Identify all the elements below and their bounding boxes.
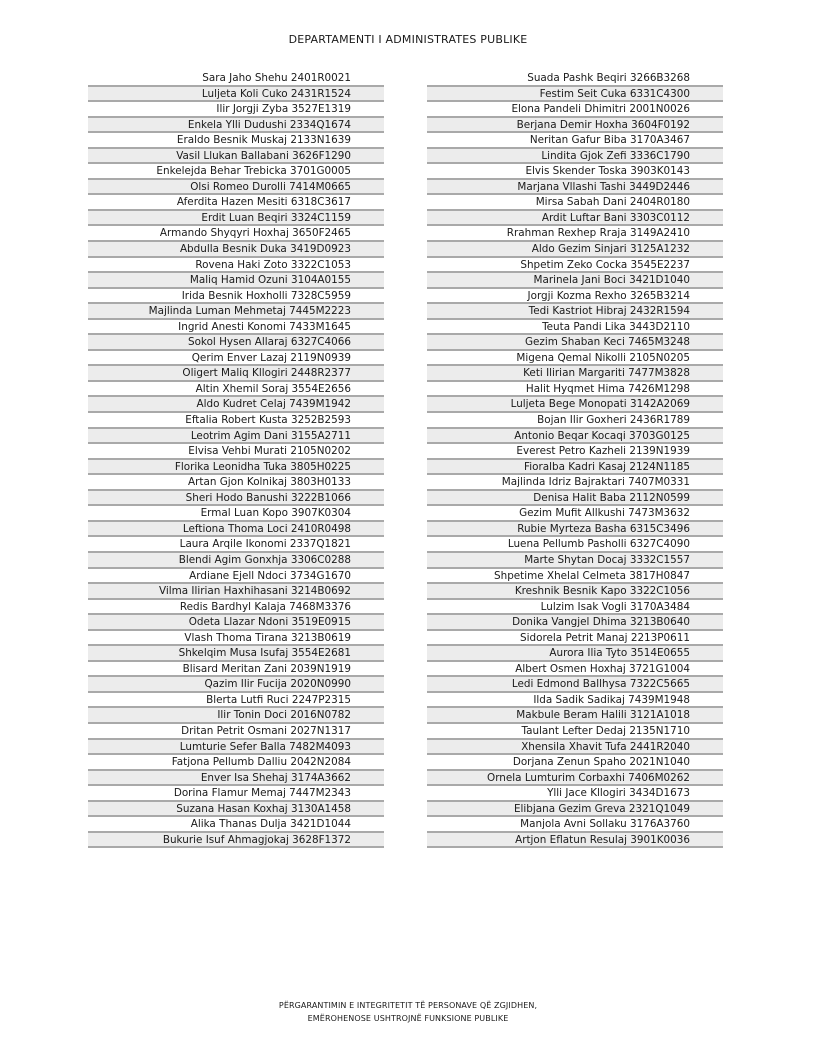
list-item: Mirsa Sabah Dani 2404R0180 (427, 195, 723, 211)
list-item: Enkela Ylli Dudushi 2334Q1674 (88, 118, 384, 134)
list-item: Dorjana Zenun Spaho 2021N1040 (427, 755, 723, 771)
list-item: Enver Isa Shehaj 3174A3662 (88, 771, 384, 787)
list-item: Ingrid Anesti Konomi 7433M1645 (88, 320, 384, 336)
list-item: Xhensila Xhavit Tufa 2441R2040 (427, 740, 723, 756)
list-item: Qerim Enver Lazaj 2119N0939 (88, 351, 384, 367)
list-item: Leftiona Thoma Loci 2410R0498 (88, 522, 384, 538)
list-item: Irida Besnik Hoxholli 7328C5959 (88, 289, 384, 305)
list-item: Marjana Vllashi Tashi 3449D2446 (427, 180, 723, 196)
list-item: Armando Shyqyri Hoxhaj 3650F2465 (88, 226, 384, 242)
list-item: Lindita Gjok Zefi 3336C1790 (427, 149, 723, 165)
list-item: Shpetime Xhelal Celmeta 3817H0847 (427, 569, 723, 585)
list-item: Jorgji Kozma Rexho 3265B3214 (427, 289, 723, 305)
list-item: Manjola Avni Sollaku 3176A3760 (427, 817, 723, 833)
list-item: Vlash Thoma Tirana 3213B0619 (88, 631, 384, 647)
list-item: Halit Hyqmet Hima 7426M1298 (427, 382, 723, 398)
list-item: Marinela Jani Boci 3421D1040 (427, 273, 723, 289)
list-item: Blisard Meritan Zani 2039N1919 (88, 662, 384, 678)
list-item: Berjana Demir Hoxha 3604F0192 (427, 118, 723, 134)
list-item: Donika Vangjel Dhima 3213B0640 (427, 615, 723, 631)
list-item: Vilma Ilirian Haxhihasani 3214B0692 (88, 584, 384, 600)
page-footer (0, 999, 816, 1025)
list-item: Enkelejda Behar Trebicka 3701G0005 (88, 164, 384, 180)
list-item: Elona Pandeli Dhimitri 2001N0026 (427, 102, 723, 118)
list-item: Ilir Tonin Doci 2016N0782 (88, 708, 384, 724)
list-item: Ilir Jorgji Zyba 3527E1319 (88, 102, 384, 118)
list-item: Majlinda Luman Mehmetaj 7445M2223 (88, 304, 384, 320)
list-item: Sara Jaho Shehu 2401R0021 (88, 71, 384, 87)
list-item: Aurora Ilia Tyto 3514E0655 (427, 646, 723, 662)
list-item: Rrahman Rexhep Rraja 3149A2410 (427, 226, 723, 242)
list-item: Festim Seit Cuka 6331C4300 (427, 87, 723, 103)
list-item: Bukurie Isuf Ahmagjokaj 3628F1372 (88, 833, 384, 849)
list-item: Albert Osmen Hoxhaj 3721G1004 (427, 662, 723, 678)
list-item: Olsi Romeo Durolli 7414M0665 (88, 180, 384, 196)
list-item: Everest Petro Kazheli 2139N1939 (427, 444, 723, 460)
list-item: Rovena Haki Zoto 3322C1053 (88, 258, 384, 274)
list-item: Vasil Llukan Ballabani 3626F1290 (88, 149, 384, 165)
right-name-list (427, 71, 723, 848)
list-item: Oligert Maliq Kllogiri 2448R2377 (88, 366, 384, 382)
list-item: Elvis Skender Toska 3903K0143 (427, 164, 723, 180)
list-item: Luljeta Koli Cuko 2431R1524 (88, 87, 384, 103)
list-item: Ledi Edmond Ballhysa 7322C5665 (427, 677, 723, 693)
list-item: Ermal Luan Kopo 3907K0304 (88, 506, 384, 522)
list-item: Suada Pashk Beqiri 3266B3268 (427, 71, 723, 87)
list-item: Gezim Mufit Allkushi 7473M3632 (427, 506, 723, 522)
list-item: Florika Leonidha Tuka 3805H0225 (88, 460, 384, 476)
list-item: Blendi Agim Gonxhja 3306C0288 (88, 553, 384, 569)
list-item: Ornela Lumturim Corbaxhi 7406M0262 (427, 771, 723, 787)
list-item: Fioralba Kadri Kasaj 2124N1185 (427, 460, 723, 476)
list-item: Ardit Luftar Bani 3303C0112 (427, 211, 723, 227)
list-item: Tedi Kastriot Hibraj 2432R1594 (427, 304, 723, 320)
list-item: Shpetim Zeko Cocka 3545E2237 (427, 258, 723, 274)
list-item: Bojan Ilir Goxheri 2436R1789 (427, 413, 723, 429)
list-item: Sidorela Petrit Manaj 2213P0611 (427, 631, 723, 647)
list-item: Lumturie Sefer Balla 7482M4093 (88, 740, 384, 756)
footer-line-2: EMËROHENOSE USHTROJNË FUNKSIONE PUBLIKE (307, 1014, 509, 1023)
list-item: Ilda Sadik Sadikaj 7439M1948 (427, 693, 723, 709)
list-item: Eftalia Robert Kusta 3252B2593 (88, 413, 384, 429)
list-item: Luena Pellumb Pasholli 6327C4090 (427, 537, 723, 553)
list-item: Aldo Kudret Celaj 7439M1942 (88, 397, 384, 413)
page-title: DEPARTAMENTI I ADMINISTRATES PUBLIKE (288, 33, 528, 46)
list-item: Keti Ilirian Margariti 7477M3828 (427, 366, 723, 382)
list-item: Odeta Llazar Ndoni 3519E0915 (88, 615, 384, 631)
list-item: Suzana Hasan Koxhaj 3130A1458 (88, 802, 384, 818)
list-item: Qazim Ilir Fucija 2020N0990 (88, 677, 384, 693)
list-item: Neritan Gafur Biba 3170A3467 (427, 133, 723, 149)
list-item: Kreshnik Besnik Kapo 3322C1056 (427, 584, 723, 600)
list-item: Blerta Lutfi Ruci 2247P2315 (88, 693, 384, 709)
list-item: Laura Arqile Ikonomi 2337Q1821 (88, 537, 384, 553)
list-item: Taulant Lefter Dedaj 2135N1710 (427, 724, 723, 740)
left-name-list (88, 71, 384, 848)
list-item: Teuta Pandi Lika 3443D2110 (427, 320, 723, 336)
list-item: Maliq Hamid Ozuni 3104A0155 (88, 273, 384, 289)
list-item: Shkelqim Musa Isufaj 3554E2681 (88, 646, 384, 662)
list-item: Elvisa Vehbi Murati 2105N0202 (88, 444, 384, 460)
list-item: Aldo Gezim Sinjari 3125A1232 (427, 242, 723, 258)
footer-line-1: PËRGARANTIMIN E INTEGRITETIT TË PERSONAVE QË ZGJIDHEN, (278, 1001, 538, 1010)
list-item: Elibjana Gezim Greva 2321Q1049 (427, 802, 723, 818)
list-item: Leotrim Agim Dani 3155A2711 (88, 429, 384, 445)
list-item: Majlinda Idriz Bajraktari 7407M0331 (427, 475, 723, 491)
list-item: Marte Shytan Docaj 3332C1557 (427, 553, 723, 569)
list-item: Eraldo Besnik Muskaj 2133N1639 (88, 133, 384, 149)
list-item: Abdulla Besnik Duka 3419D0923 (88, 242, 384, 258)
list-item: Lulzim Isak Vogli 3170A3484 (427, 600, 723, 616)
list-item: Artan Gjon Kolnikaj 3803H0133 (88, 475, 384, 491)
list-item: Redis Bardhyl Kalaja 7468M3376 (88, 600, 384, 616)
list-item: Ardiane Ejell Ndoci 3734G1670 (88, 569, 384, 585)
list-item: Aferdita Hazen Mesiti 6318C3617 (88, 195, 384, 211)
list-item: Erdit Luan Beqiri 3324C1159 (88, 211, 384, 227)
list-item: Altin Xhemil Soraj 3554E2656 (88, 382, 384, 398)
list-item: Dritan Petrit Osmani 2027N1317 (88, 724, 384, 740)
list-item: Luljeta Bege Monopati 3142A2069 (427, 397, 723, 413)
list-item: Fatjona Pellumb Dalliu 2042N2084 (88, 755, 384, 771)
list-item: Migena Qemal Nikolli 2105N0205 (427, 351, 723, 367)
list-item: Sokol Hysen Allaraj 6327C4066 (88, 335, 384, 351)
list-item: Alika Thanas Dulja 3421D1044 (88, 817, 384, 833)
list-item: Ylli Jace Kllogiri 3434D1673 (427, 786, 723, 802)
list-item: Gezim Shaban Keci 7465M3248 (427, 335, 723, 351)
list-item: Dorina Flamur Memaj 7447M2343 (88, 786, 384, 802)
list-item: Sheri Hodo Banushi 3222B1066 (88, 491, 384, 507)
list-item: Makbule Beram Halili 3121A1018 (427, 708, 723, 724)
list-item: Antonio Beqar Kocaqi 3703G0125 (427, 429, 723, 445)
list-item: Denisa Halit Baba 2112N0599 (427, 491, 723, 507)
list-item: Artjon Eflatun Resulaj 3901K0036 (427, 833, 723, 849)
list-item: Rubie Myrteza Basha 6315C3496 (427, 522, 723, 538)
